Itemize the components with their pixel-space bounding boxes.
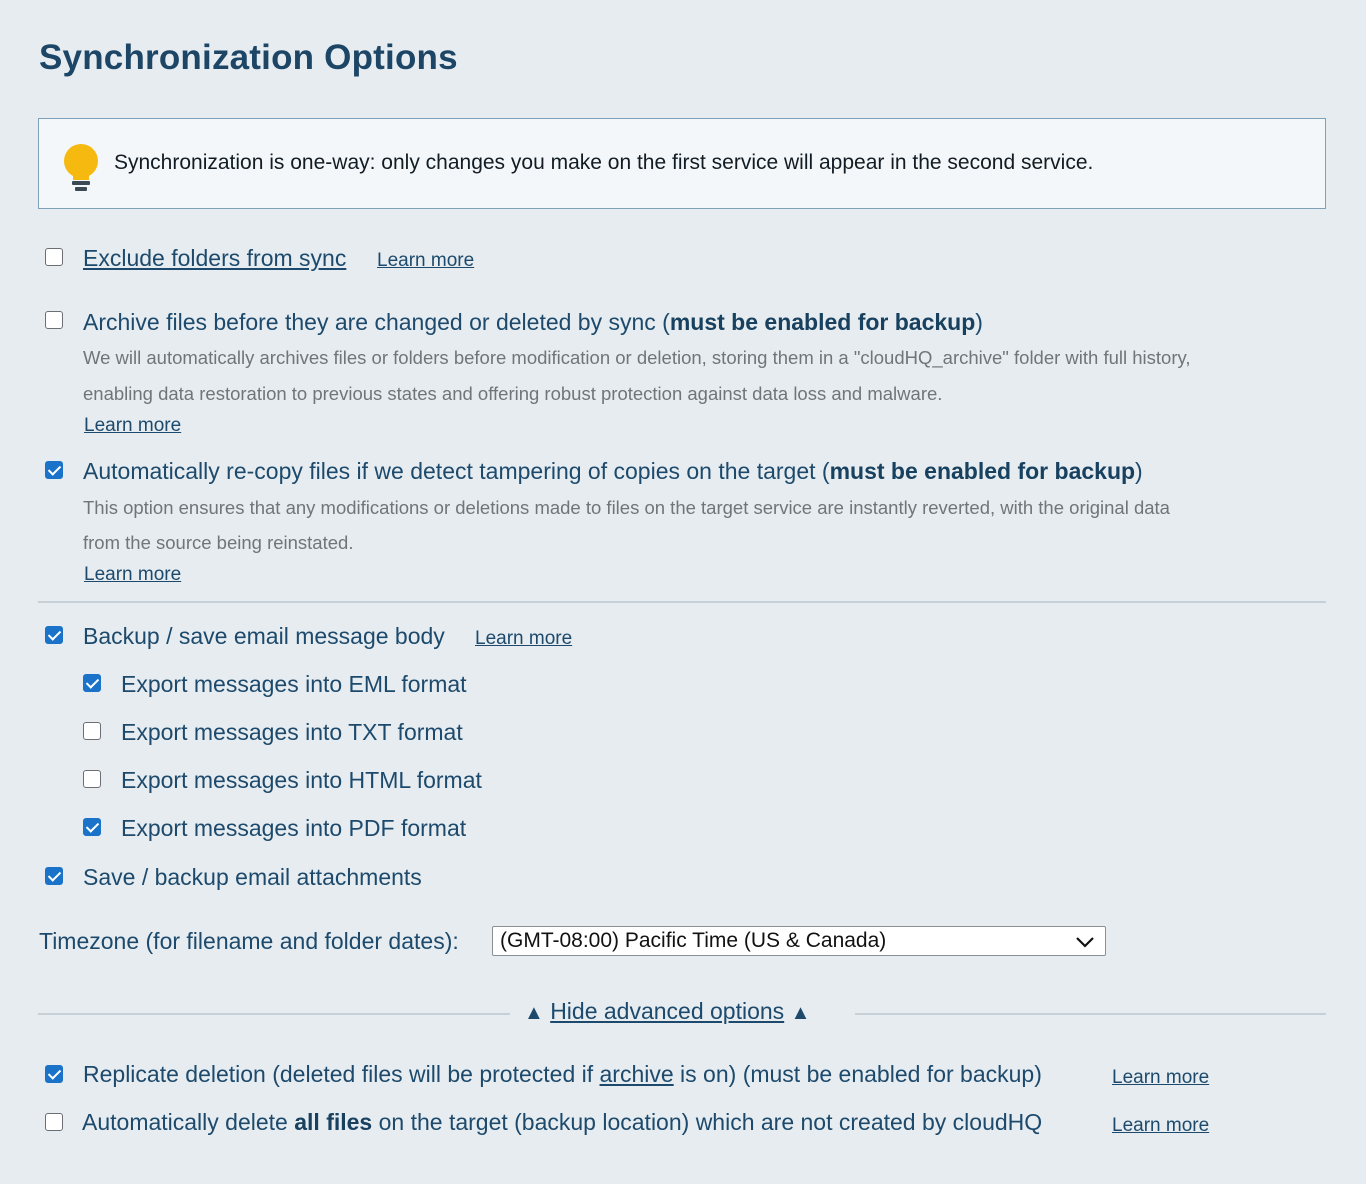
export-txt-checkbox[interactable] — [83, 722, 101, 740]
timezone-select[interactable] — [492, 926, 1106, 956]
backup-body-checkbox[interactable] — [45, 626, 63, 644]
triangle-up-icon: ▲ — [790, 1002, 811, 1024]
archive-files-desc-line2: enabling data restoration to previous states and offering robust protection against data loss and malware. — [83, 383, 943, 404]
section-divider — [38, 601, 1326, 603]
export-eml-label: Export messages into EML format — [121, 671, 467, 697]
backup-body-label: Backup / save email message body — [83, 623, 445, 649]
hide-advanced-options-toggle[interactable] — [524, 998, 810, 1025]
timezone-label: Timezone (for filename and folder dates): — [39, 928, 459, 954]
replicate-deletion-learn-more[interactable]: Learn more — [1112, 1067, 1210, 1088]
recopy-files-learn-more[interactable]: Learn more — [84, 564, 182, 585]
auto-delete-label: Automatically delete all files on the target (backup location) which are not created by cloudHQ — [82, 1109, 1043, 1135]
advanced-divider-right — [855, 1013, 1326, 1015]
save-attachments-checkbox[interactable] — [45, 867, 63, 885]
exclude-folders-link[interactable]: Exclude folders from sync — [83, 245, 347, 271]
chevron-down-icon — [1075, 935, 1095, 949]
lightbulb-icon — [60, 142, 102, 194]
save-attachments-label: Save / backup email attachments — [83, 864, 422, 890]
recopy-files-desc-line1: This option ensures that any modifications or deletions made to files on the target service are instantly reverted, with the original data — [83, 497, 1170, 518]
auto-delete-checkbox[interactable] — [45, 1113, 63, 1131]
export-eml-checkbox[interactable] — [83, 674, 101, 692]
archive-files-checkbox[interactable] — [45, 311, 63, 329]
archive-files-desc-line1: We will automatically archives files or folders before modification or deletion, storing them in a "cloudHQ_archive" folder with full history, — [83, 347, 1191, 368]
export-html-checkbox[interactable] — [83, 770, 101, 788]
hide-advanced-options-link[interactable]: Hide advanced options — [550, 998, 785, 1024]
advanced-divider-left — [38, 1013, 510, 1015]
recopy-files-checkbox[interactable] — [45, 461, 63, 479]
export-html-label: Export messages into HTML format — [121, 767, 482, 793]
recopy-files-label: Automatically re-copy files if we detect tampering of copies on the target (must be enabled for backup) — [83, 458, 1143, 484]
replicate-deletion-label: Replicate deletion (deleted files will be protected if archive is on) (must be enabled for backup) — [83, 1061, 1042, 1087]
exclude-folders-checkbox[interactable] — [45, 248, 63, 266]
archive-files-label: Archive files before they are changed or deleted by sync (must be enabled for backup) — [83, 309, 983, 335]
triangle-up-icon: ▲ — [524, 1002, 544, 1024]
export-pdf-label: Export messages into PDF format — [121, 815, 467, 841]
exclude-folders-learn-more[interactable]: Learn more — [377, 250, 475, 271]
recopy-files-desc-line2: from the source being reinstated. — [83, 532, 354, 553]
replicate-deletion-checkbox[interactable] — [45, 1065, 63, 1083]
export-pdf-checkbox[interactable] — [83, 818, 101, 836]
auto-delete-learn-more[interactable]: Learn more — [1112, 1115, 1210, 1136]
export-txt-label: Export messages into TXT format — [121, 719, 463, 745]
backup-body-learn-more[interactable]: Learn more — [475, 628, 573, 649]
archive-files-learn-more[interactable]: Learn more — [84, 415, 182, 436]
info-text: Synchronization is one-way: only changes you make on the first service will appear in the second service. — [114, 151, 1094, 174]
archive-link[interactable]: archive — [599, 1061, 674, 1087]
timezone-selected-value: (GMT-08:00) Pacific Time (US & Canada) — [500, 929, 887, 952]
page-title: Synchronization Options — [39, 38, 458, 77]
